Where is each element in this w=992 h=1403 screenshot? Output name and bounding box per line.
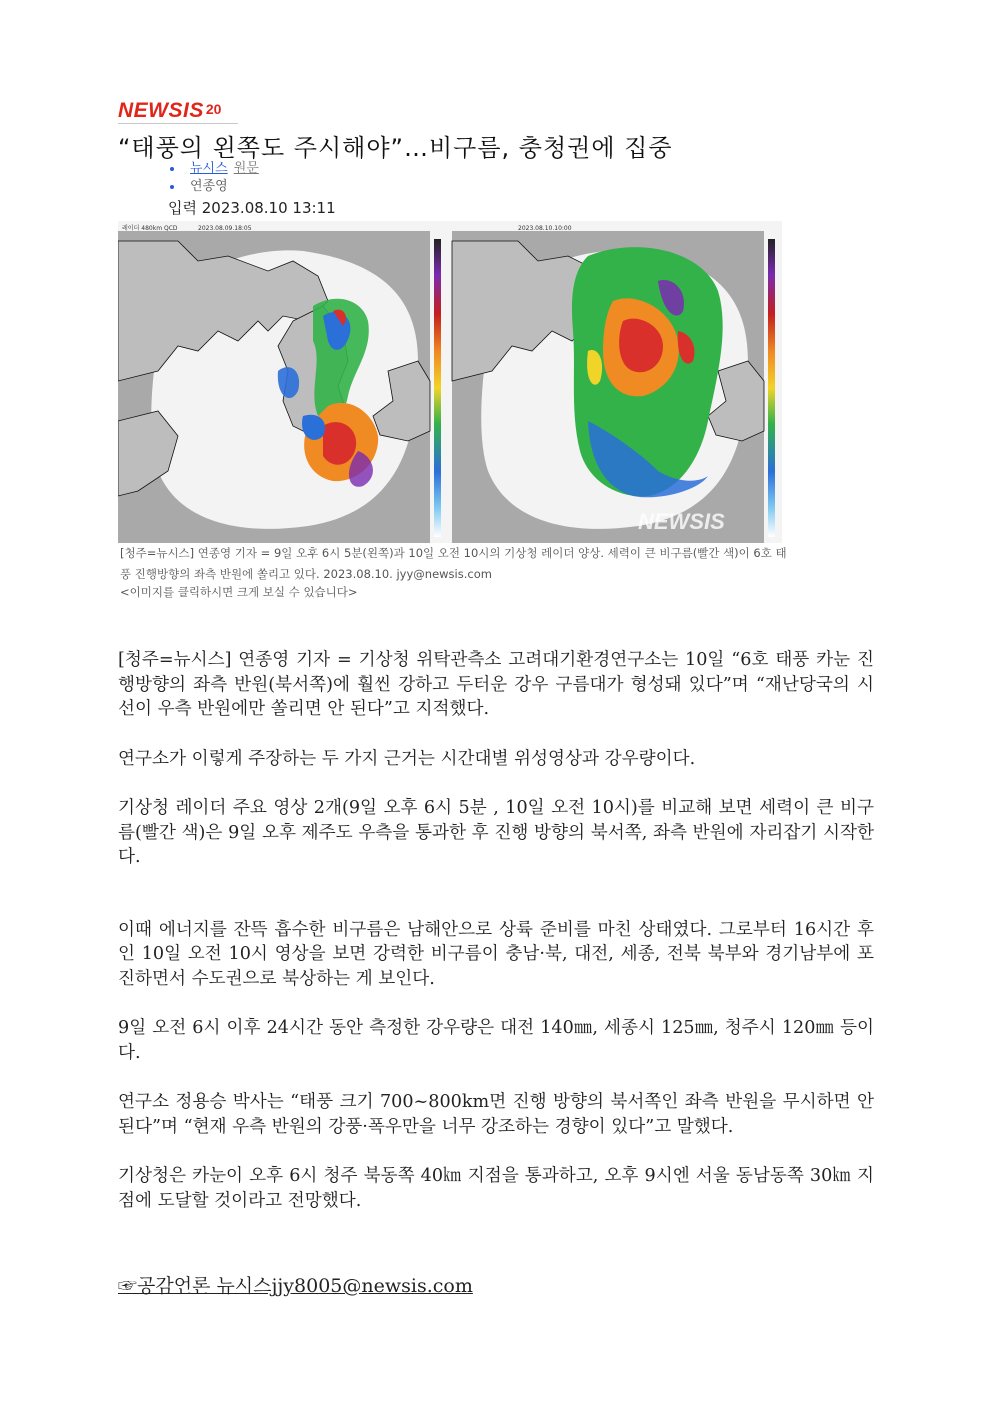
article-meta [168,160,265,196]
bullet-icon [170,185,174,189]
paragraph: 기상청은 카눈이 오후 6시 청주 북동쪽 40㎞ 지점을 통과하고, 오후 9시엔 서울 동남동쪽 30㎞ 지점에 도달할 것이라고 전망했다. [118,1166,874,1211]
left-radar-time: 2023.08.09.18:05 [198,225,252,232]
right-radar-panel [452,225,778,543]
paragraph: 9일 오전 6시 이후 24시간 동안 측정한 강우량은 대전 140㎜, 세종시 125㎜, 청주시 120㎜ 등이다. [118,1018,874,1063]
logo-divider [118,123,238,124]
reporter-name: 연종영 [190,179,228,194]
image-caption [120,543,792,600]
meta-source-row [168,160,265,178]
meta-reporter-row [168,178,265,196]
radar-figure-svg [118,221,782,543]
source-link[interactable]: 뉴시스 [190,161,228,176]
watermark: NEWSIS [638,509,725,534]
publish-date: 입력 2023.08.10 13:11 [168,199,336,217]
radar-image[interactable] [118,221,782,543]
paragraph: 연구소가 이렇게 주장하는 두 가지 근거는 시간대별 위성영상과 강우량이다. [118,748,696,769]
bullet-icon [170,167,174,171]
paragraph: 이때 에너지를 잔뜩 흡수한 비구름은 남해안으로 상륙 준비를 마친 상태였다. 그로부터 16시간 후인 10일 오전 10시 영상을 보면 강력한 비구름이 충남·북, 대전, 세종, 전북 북부와 경기남부에 포진하면서 수도권으로 북상하는 게 보인다. [118,919,874,989]
caption-text: [청주=뉴시스] 연종영 기자 = 9일 오후 6시 5분(왼쪽)과 10일 오전 10시의 기상청 레이더 양상. 세력이 큰 비구름(빨간 색)이 6호 태풍 진행방향의 좌측 반원에 쏠리고 있다. 2023.08.10. jyy@newsis.com [120,546,787,581]
press-signature[interactable]: ☞공감언론 뉴시스jjy8005@newsis.com [118,1275,473,1297]
newsis-logo [118,100,221,122]
paragraph: 기상청 레이더 주요 영상 2개(9일 오후 6시 5분 , 10일 오전 10시)를 비교해 보면 세력이 큰 비구름(빨간 색)은 9일 오후 제주도 우측을 통과한 후 진행 방향의 북서쪽, 좌측 반원에 자리잡기 시작한다. [118,798,874,867]
paragraph: 연구소 정용승 박사는 “태풍 크기 700~800km면 진행 방향의 북서쪽인 좌측 반원을 무시하면 안된다”며 “현재 우측 반원의 강풍·폭우만을 너무 강조하는 경향이 있다”고 말했다. [118,1092,874,1137]
article-body [118,648,874,1238]
left-radar-panel [118,224,444,543]
right-radar-time: 2023.08.10.10:00 [518,225,572,232]
left-radar-title: 레이더 480km QCD [122,225,178,232]
enlarge-hint[interactable]: <이미지를 클릭하시면 크게 보실 수 있습니다> [120,585,358,599]
paragraph: [청주=뉴시스] 연종영 기자 = 기상청 위탁관측소 고려대기환경연구소는 10일 “6호 태풍 카눈 진행방향의 좌측 반원(북서쪽)에 훨씬 강하고 두터운 강우 구름대가 형성돼 있다”며 “재난당국의 시선이 우측 반원에만 쏠리면 안 된다”고 지적했다. [118,650,874,719]
article-headline: “태풍의 왼쪽도 주시해야”…비구름, 충청권에 집중 [118,134,673,162]
logo-anniversary: 20 [205,101,222,117]
logo-wordmark: NEWSIS [118,99,204,122]
original-link[interactable]: 원문 [233,161,259,176]
